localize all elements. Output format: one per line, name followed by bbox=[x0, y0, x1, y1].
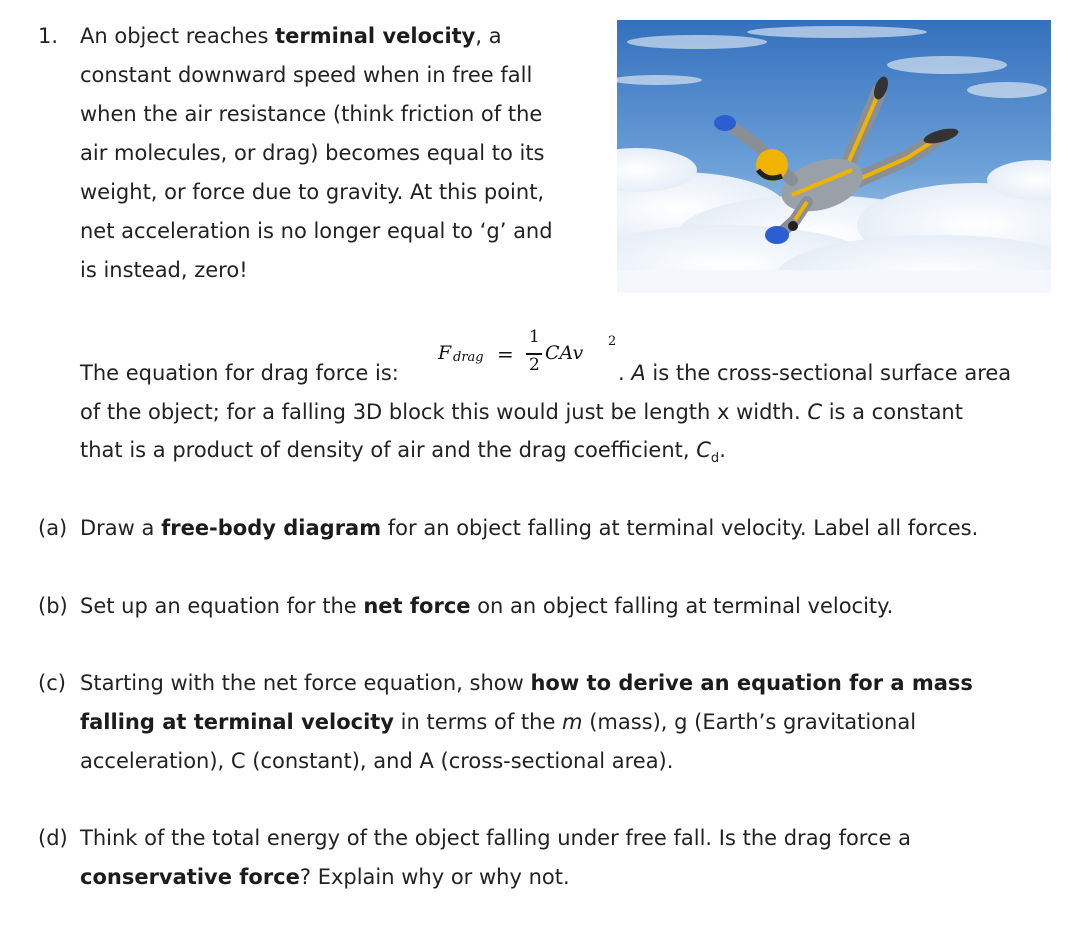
part-c-line-3: acceleration), C (constant), and A (cross-sectional area). bbox=[80, 749, 674, 773]
var-m: m bbox=[562, 710, 583, 734]
eq3-text: . bbox=[719, 438, 726, 462]
part-b-pre: Set up an equation for the bbox=[80, 594, 364, 618]
intro-line-6: net acceleration is no longer equal to ‘g’ and bbox=[80, 219, 553, 243]
equation-lead: The equation for drag force is: bbox=[80, 361, 399, 385]
part-d-bold: conservative force bbox=[80, 865, 300, 889]
intro-text: An object reaches bbox=[80, 24, 276, 48]
part-a-text bbox=[80, 514, 978, 542]
part-c-line-1 bbox=[80, 669, 973, 697]
eq-after: . bbox=[618, 361, 632, 385]
intro-line-4: air molecules, or drag) becomes equal to its bbox=[80, 141, 545, 165]
eq2-text: is a constant bbox=[822, 400, 963, 424]
eq-after-rest: is the cross-sectional surface area bbox=[645, 361, 1012, 385]
part-c-post: (mass), g (Earth’s gravitational bbox=[582, 710, 917, 734]
var-c: C bbox=[807, 400, 823, 424]
eq-numerator: 1 bbox=[529, 327, 540, 347]
question-number: 1. bbox=[38, 24, 59, 48]
eq-f: F bbox=[438, 342, 452, 364]
equation-line-3 bbox=[80, 436, 726, 464]
part-a-post: for an object falling at terminal velocity. Label all forces. bbox=[381, 516, 979, 540]
part-d-line-2 bbox=[80, 863, 570, 891]
part-a-bold: free-body diagram bbox=[161, 516, 382, 540]
part-c-pre: Starting with the net force equation, show bbox=[80, 671, 531, 695]
part-d-line-1: Think of the total energy of the object falling under free fall. Is the drag force a bbox=[80, 826, 911, 850]
equation-trailing bbox=[618, 359, 1011, 387]
part-b-label: (b) bbox=[38, 594, 68, 618]
part-a-pre: Draw a bbox=[80, 516, 162, 540]
part-c-bold-2: falling at terminal velocity bbox=[80, 710, 394, 734]
eq2-text: of the object; for a falling 3D block this would just be length x width. bbox=[80, 400, 808, 424]
part-b-post: on an object falling at terminal velocity. bbox=[470, 594, 894, 618]
equation-line-2 bbox=[80, 398, 963, 426]
part-b-text bbox=[80, 592, 893, 620]
eq-f-subscript: drag bbox=[453, 350, 484, 365]
skydiver-photo bbox=[617, 20, 1051, 293]
part-b-bold: net force bbox=[363, 594, 471, 618]
part-c-label: (c) bbox=[38, 671, 66, 695]
intro-text: , a bbox=[475, 24, 502, 48]
eq-equals: = bbox=[497, 342, 514, 366]
intro-line-3: when the air resistance (think friction of the bbox=[80, 102, 543, 126]
intro-line-7: is instead, zero! bbox=[80, 258, 248, 282]
part-c-mid: in terms of the bbox=[394, 710, 563, 734]
eq3-text: that is a product of density of air and the drag coefficient, bbox=[80, 438, 697, 462]
term-terminal-velocity: terminal velocity bbox=[275, 24, 476, 48]
var-cd-subscript: d bbox=[710, 451, 720, 466]
var-cd: C bbox=[696, 438, 711, 462]
eq-denominator: 2 bbox=[529, 355, 540, 375]
intro-line-2: constant downward speed when in free fall bbox=[80, 63, 533, 87]
intro-line-1 bbox=[80, 22, 502, 50]
intro-line-5: weight, or force due to gravity. At this point, bbox=[80, 180, 545, 204]
part-d-label: (d) bbox=[38, 826, 68, 850]
part-d-post: ? Explain why or why not. bbox=[299, 865, 570, 889]
part-c-bold: how to derive an equation for a mass bbox=[530, 671, 973, 695]
part-a-label: (a) bbox=[38, 516, 68, 540]
part-c-line-2 bbox=[80, 708, 916, 736]
eq-rhs: CAv bbox=[545, 342, 584, 364]
eq-power: 2 bbox=[608, 334, 617, 349]
var-a: A bbox=[631, 361, 646, 385]
